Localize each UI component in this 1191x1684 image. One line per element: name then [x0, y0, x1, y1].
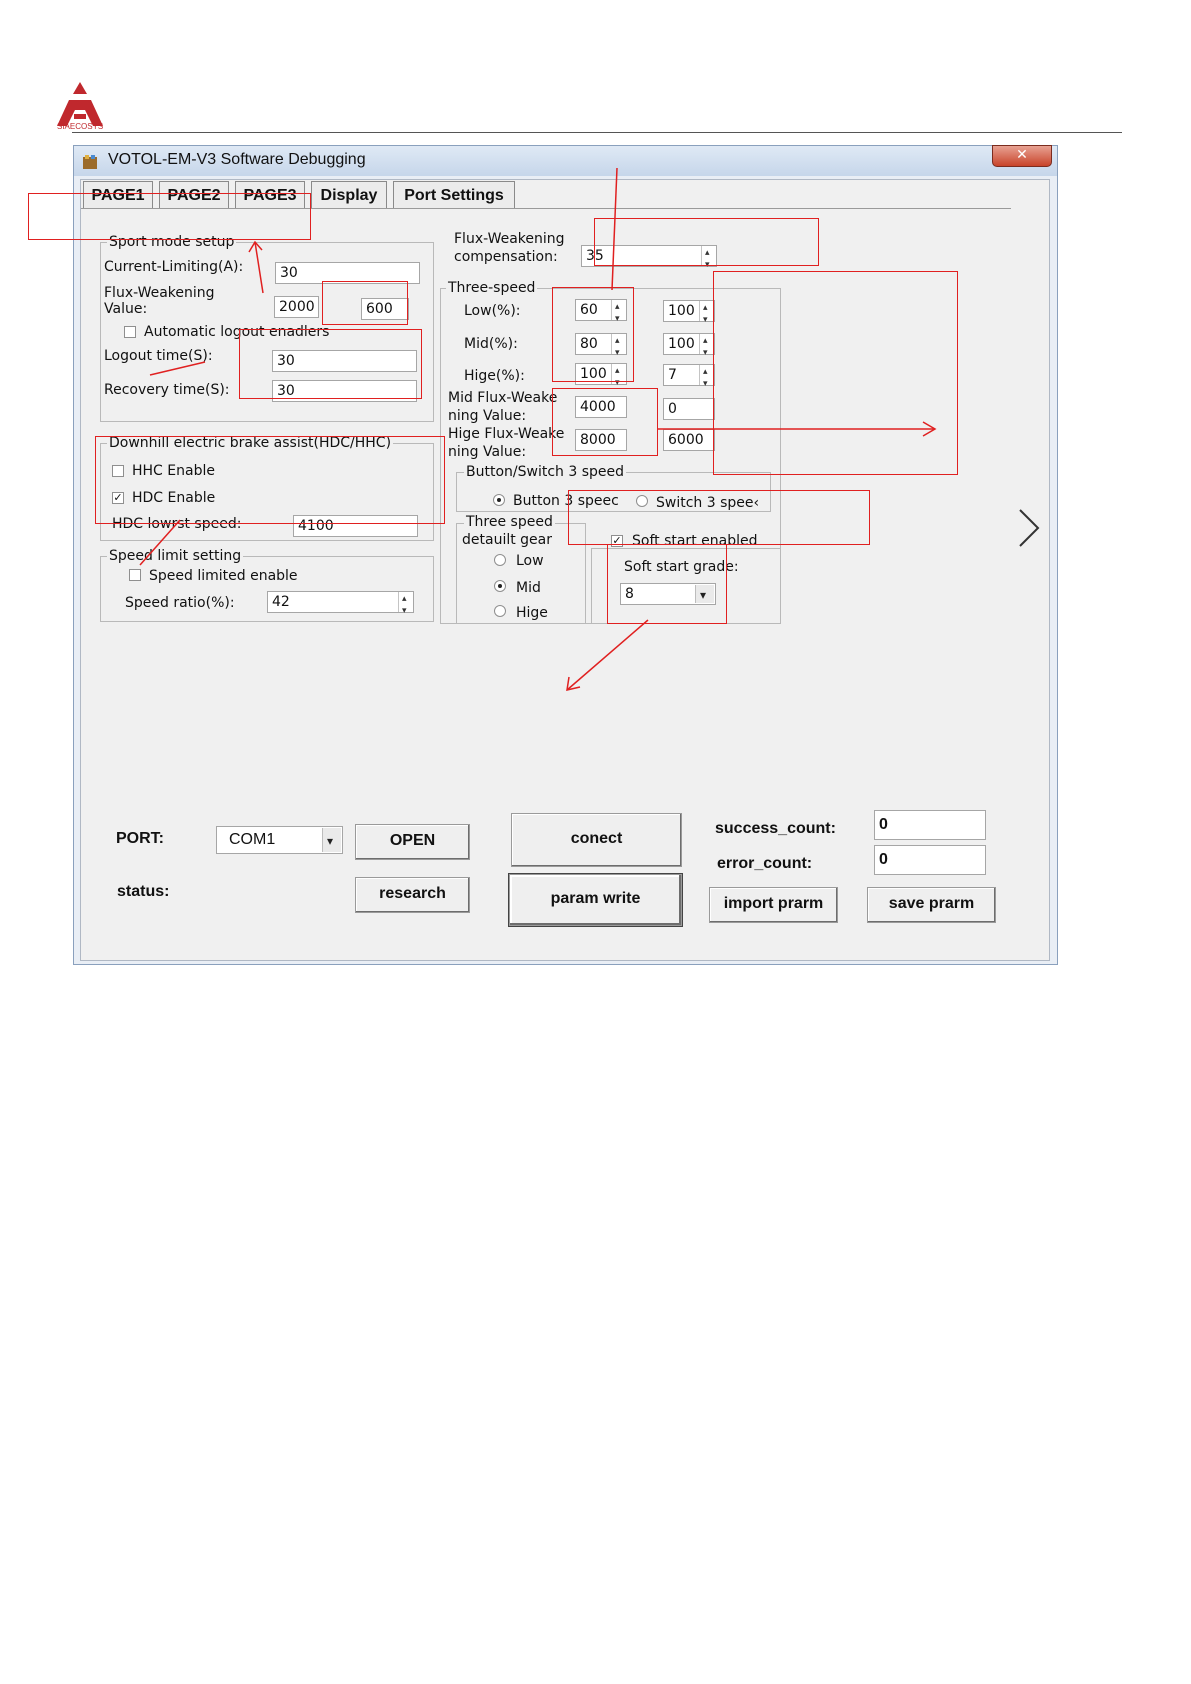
gear-low-radio[interactable] — [494, 554, 506, 566]
soft-start-checkbox[interactable]: ✓ — [612, 534, 622, 547]
soft-start-grade-value: 8 — [625, 586, 634, 602]
annotation-box-flux-value — [322, 281, 408, 325]
high-percent-value-b: 7 — [668, 367, 677, 383]
status-label: status: — [117, 883, 170, 900]
flux-weakening-label-2: Value: — [104, 301, 148, 317]
hdc-speed-label: HDC lowrst speed: — [112, 516, 242, 532]
save-param-button[interactable]: save prarm — [867, 887, 996, 923]
port-label: PORT: — [116, 830, 164, 847]
high-flux-input-a[interactable]: 8000 — [575, 429, 627, 451]
high-flux-label: Hige Flux-Weake — [448, 426, 565, 442]
annotation-box-logout — [239, 329, 422, 399]
high-spinner-b[interactable] — [699, 365, 714, 385]
annotation-box-soft-start — [568, 490, 870, 545]
current-limiting-input[interactable]: 30 — [275, 262, 420, 284]
low-percent-input-b[interactable] — [663, 300, 715, 322]
mid-spinner-b[interactable] — [699, 334, 714, 354]
default-gear-legend-2: detauilt gear — [462, 532, 552, 548]
tab-page1[interactable]: PAGE1 — [83, 181, 153, 208]
speed-ratio-input[interactable] — [267, 591, 414, 613]
sport-mode-legend: Sport mode setup — [109, 234, 235, 250]
mid-flux-label: Mid Flux-Weake — [448, 390, 558, 406]
annotation-box-speed-b — [713, 271, 958, 475]
speed-limited-checkbox[interactable] — [129, 569, 141, 581]
soft-start-grade-label: Soft start grade: — [624, 559, 739, 575]
annotation-box-flux-a — [552, 388, 658, 456]
recovery-time-input[interactable]: 30 — [272, 380, 417, 402]
tab-page2[interactable]: PAGE2 — [159, 181, 229, 208]
soft-start-label: Soft start enabled — [632, 533, 758, 549]
low-percent-value-a: 60 — [580, 302, 598, 318]
hdc-enable-checkbox[interactable]: ✓ — [113, 491, 123, 504]
flux-weakening-label: Flux-Weakening — [104, 285, 215, 301]
speed-limited-label: Speed limited enable — [149, 568, 298, 584]
mid-percent-input-b[interactable] — [663, 333, 715, 355]
speed-ratio-spinner[interactable] — [398, 592, 413, 612]
speed-limit-legend: Speed limit setting — [109, 548, 242, 564]
success-count-label: success_count: — [715, 820, 836, 837]
high-percent-value-a: 100 — [580, 366, 607, 382]
hdc-speed-input[interactable]: 4100 — [293, 515, 418, 537]
hhc-enable-label: HHC Enable — [132, 463, 215, 479]
low-percent-label: Low(%): — [464, 303, 521, 319]
high-percent-label: Hige(%): — [464, 368, 525, 384]
error-count-field[interactable]: 0 — [874, 845, 986, 875]
button-3speed-radio[interactable] — [493, 494, 505, 506]
flux-value-input-1[interactable]: 2000 — [274, 296, 319, 318]
speed-ratio-value: 42 — [272, 594, 290, 610]
annotation-box-flux-comp — [594, 218, 819, 266]
mid-flux-label-2: ning Value: — [448, 408, 527, 424]
flux-comp-label: Flux-Weakening — [454, 231, 565, 247]
flux-comp-label-2: compensation: — [454, 249, 558, 265]
port-value: COM1 — [229, 831, 276, 848]
flux-value-input-2[interactable]: 600 — [361, 298, 409, 320]
high-percent-input-b[interactable] — [663, 364, 715, 386]
success-count-field[interactable]: 0 — [874, 810, 986, 840]
app-window — [73, 145, 1058, 965]
high-flux-label-2: ning Value: — [448, 444, 527, 460]
import-param-button[interactable]: import prarm — [709, 887, 838, 923]
three-speed-legend: Three-speed — [448, 280, 536, 296]
param-write-button[interactable]: param write — [509, 874, 682, 926]
switch-3speed-label: Switch 3 spee‹ — [656, 495, 760, 511]
mid-flux-input-a[interactable]: 4000 — [575, 396, 627, 418]
speed-ratio-label: Speed ratio(%): — [125, 595, 235, 611]
tab-port-settings[interactable]: Port Settings — [393, 181, 515, 208]
annotation-box-downhill — [95, 436, 445, 524]
research-button[interactable]: research — [355, 877, 470, 913]
port-select[interactable] — [216, 826, 343, 854]
gear-mid-radio[interactable] — [494, 580, 506, 592]
annotation-box-grade — [607, 544, 727, 624]
annotation-box-tabs — [28, 193, 311, 240]
mid-percent-value-b: 100 — [668, 336, 695, 352]
gear-high-radio[interactable] — [494, 605, 506, 617]
logout-time-label: Logout time(S): — [104, 348, 213, 364]
logout-time-input[interactable]: 30 — [272, 350, 417, 372]
header-rule — [72, 132, 1122, 133]
button-switch-legend: Button/Switch 3 speed — [466, 464, 624, 480]
low-spinner-b[interactable] — [699, 301, 714, 321]
current-limiting-label: Current-Limiting(A): — [104, 259, 244, 275]
hdc-enable-label: HDC Enable — [132, 490, 216, 506]
connect-button[interactable]: conect — [511, 813, 682, 867]
default-gear-legend: Three speed — [466, 514, 553, 530]
error-count-label: error_count: — [717, 855, 813, 872]
title-bar — [74, 146, 1057, 176]
gear-high-label: Hige — [516, 605, 548, 621]
tab-display[interactable]: Display — [311, 181, 387, 208]
mid-percent-label: Mid(%): — [464, 336, 518, 352]
auto-logout-checkbox[interactable] — [124, 326, 136, 338]
downhill-legend: Downhill electric brake assist(HDC/HHC) — [109, 435, 392, 451]
low-percent-value-b: 100 — [668, 303, 695, 319]
window-title: VOTOL-EM-V3 Software Debugging — [108, 151, 366, 168]
auto-logout-label: Automatic logout enadlers — [144, 324, 330, 340]
open-button[interactable]: OPEN — [355, 824, 470, 860]
app-icon — [82, 154, 98, 170]
mid-percent-value-a: 80 — [580, 336, 598, 352]
gear-mid-label: Mid — [516, 580, 541, 596]
high-flux-input-b[interactable]: 6000 — [663, 429, 715, 451]
annotation-box-speed-a — [552, 287, 634, 382]
logo-text: SIAECOSYS — [57, 122, 104, 131]
button-3speed-label: Button 3 speec — [513, 493, 619, 509]
gear-low-label: Low — [516, 553, 544, 569]
tab-page3[interactable]: PAGE3 — [235, 181, 305, 208]
recovery-time-label: Recovery time(S): — [104, 382, 230, 398]
mid-flux-input-b[interactable]: 0 — [663, 398, 715, 420]
flux-comp-value: 35 — [586, 248, 604, 264]
chevron-down-icon[interactable] — [322, 828, 341, 852]
close-icon[interactable]: ✕ — [992, 145, 1052, 167]
